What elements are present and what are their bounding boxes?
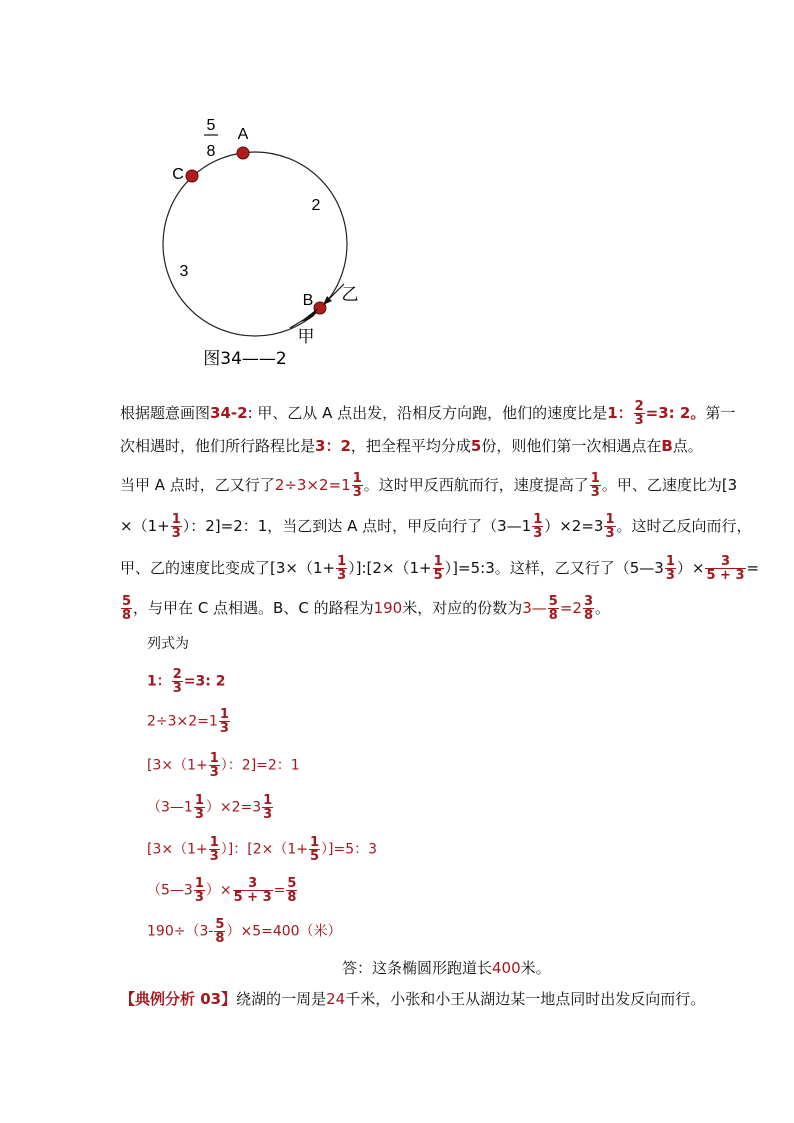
point-a-dot xyxy=(237,147,249,159)
calc-line-4: （3—1 $\frac{1}{3}$ ）×2=3 $\frac{1}{3}$ xyxy=(147,793,273,822)
figure-caption: 图34——2 xyxy=(203,349,287,369)
calc-line-3: [3×（1+ $\frac{1}{3}$ ）：2]=2：1 xyxy=(147,751,300,780)
circle-diagram xyxy=(150,110,370,375)
frac-top-num: 5 xyxy=(206,117,216,134)
para-line-4: ×（1+ $\frac{1}{3}$ ）：2]=2：1，当乙到达 A 点时，甲反向行了（3—1 $\frac{1}{3}$ ）×2=3 $\frac{1}{3}$ 。这时乙反向而行， xyxy=(120,512,752,541)
calc-line-2: 2÷3×2=1 $\frac{1}{3}$ xyxy=(147,707,229,736)
label-c: C xyxy=(172,166,184,183)
example-heading: 【典例分析 03】绕湖的一周是24千米，小张和小王从湖边某一地点同时出发反向而行。 xyxy=(120,990,706,1008)
calc-line-1: 1： $\frac{2}{3}$ =3: 2 xyxy=(147,667,226,696)
example-tag: 【典例分析 03】 xyxy=(120,990,237,1008)
arc-label-right: 2 xyxy=(311,197,321,214)
arc-label-left: 3 xyxy=(179,263,189,280)
frac-top-den: 8 xyxy=(206,143,216,160)
label-a: A xyxy=(237,126,249,143)
calc-line-5: [3×（1+ $\frac{1}{3}$ ）]：[2×（1+ $\frac{1}{5}$ ）]=5：3 xyxy=(147,835,378,864)
para-line-5: 甲、乙的速度比变成了[3×（1+ $\frac{1}{3}$ ）]:[2×（1+ $\frac{1}{5}$ ）]=5:3。这样，乙又行了（5—3 $\frac{1}{3}$ ）× $\frac{3}{5 + 3}$ = xyxy=(120,554,760,583)
para-line-3: 当甲 A 点时，乙又行了2÷3×2=1 $\frac{1}{3}$ 。这时甲反西航而行，速度提高了 $\frac{1}{3}$ 。甲、乙速度比为[3 xyxy=(120,471,738,500)
calc-title: 列式为 xyxy=(147,636,189,652)
label-b: B xyxy=(302,292,314,309)
para-line-1: 根据题意画图34-2: 甲、乙从 A 点出发，沿相反方向跑，他们的速度比是1： $\frac{2}{3}$ =3: 2。第一 xyxy=(120,399,736,428)
answer-line: 答：这条椭圆形跑道长400米。 xyxy=(342,959,551,977)
calc-line-7: 190÷（3- $\frac{5}{8}$ ）×5=400（米） xyxy=(147,917,342,946)
point-c-dot xyxy=(186,170,198,182)
label-yi: 乙 xyxy=(341,285,359,305)
label-jia: 甲 xyxy=(297,327,315,347)
para-line-6: $\frac{5}{8}$ ，与甲在 C 点相遇。B、C 的路程为190米，对应的份数为3— $\frac{5}{8}$ =2 $\frac{3}{8}$ 。 xyxy=(122,594,611,623)
calc-line-6: （5—3 $\frac{1}{3}$ ）× $\frac{3}{5 + 3}$ = $\frac{5}{8}$ xyxy=(147,876,297,905)
para-line-2: 次相遇时，他们所行路程比是3：2，把全程平均分成5份，则他们第一次相遇点在B点。 xyxy=(120,437,703,455)
